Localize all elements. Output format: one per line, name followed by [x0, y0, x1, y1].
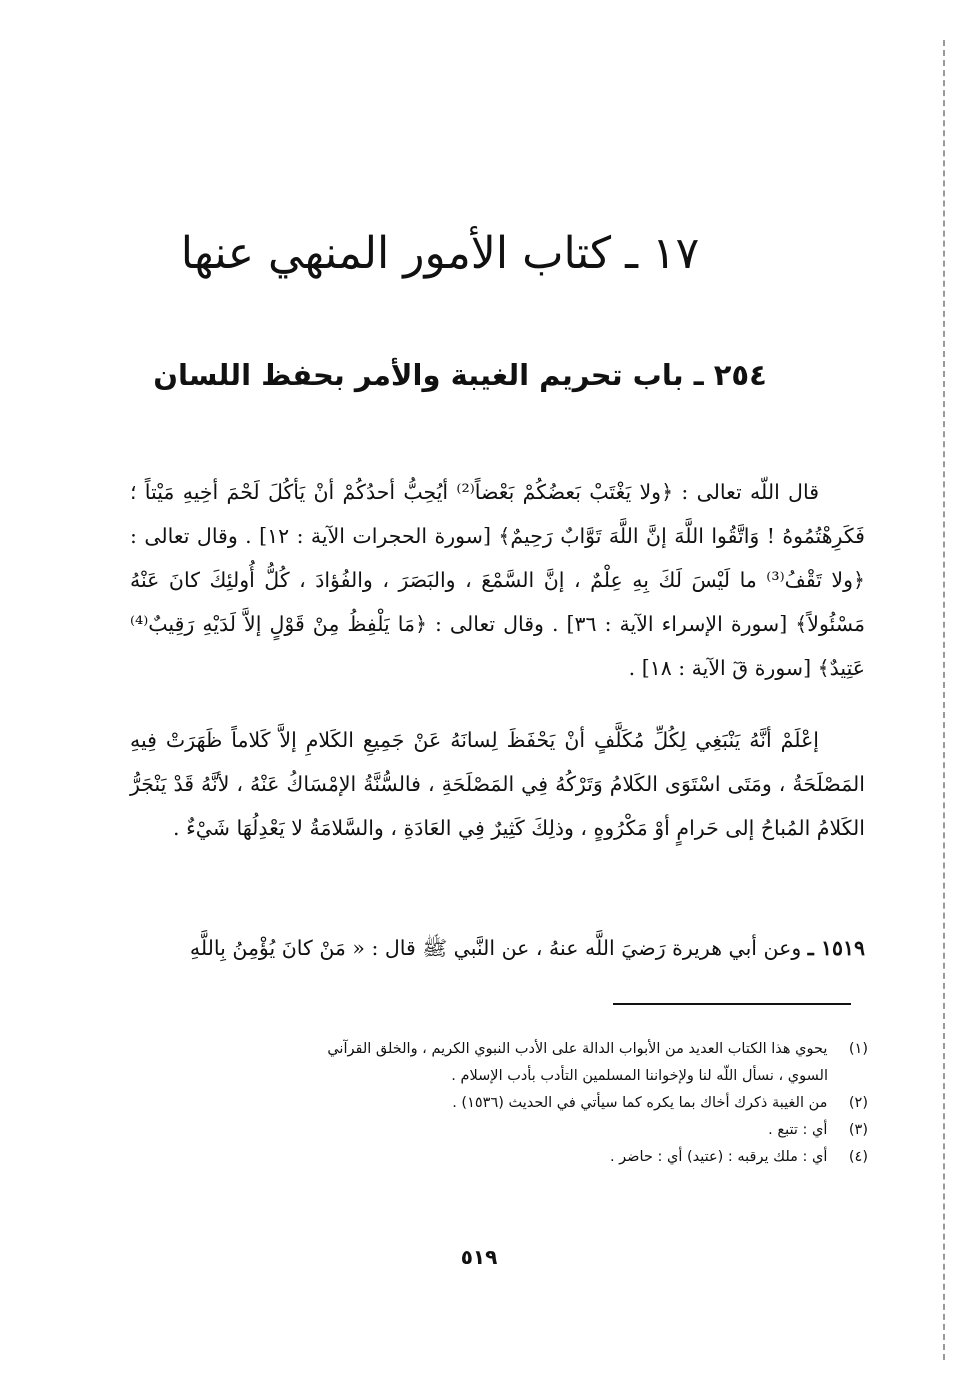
page-number: ٥١٩: [460, 1245, 498, 1269]
book-title: ١٧ ـ كتاب الأمور المنهي عنها: [180, 228, 700, 279]
footnote-1-continuation: السوي ، نسأل اللّه لنا ولإخواننا المسلمين التأدب بأدب الإسلام .: [451, 1068, 828, 1084]
footnote-text: أي : ملك يرقبه : (عتيد) أي : حاضر .: [609, 1149, 828, 1165]
page-edge-dashed-line: [943, 40, 945, 1360]
footnote-text: يحوي هذا الكتاب العديد من الأبواب الدالة على الأدب النبوي الكريم ، والخلق القرآني: [327, 1041, 828, 1057]
chapter-title: ٢٥٤ ـ باب تحريم الغيبة والأمر بحفظ اللسان: [153, 358, 767, 392]
footnote-2: [110, 1090, 868, 1117]
footnotes: [110, 1036, 868, 1171]
footnote-3: [110, 1117, 868, 1144]
footnote-text: من الغيبة ذكرك أخاك بما يكره كما سيأتي في الحديث (١٥٣٦) .: [452, 1095, 828, 1111]
footnote-4: [110, 1144, 868, 1171]
footnote-number: (٤): [848, 1149, 868, 1165]
footnote-text: أي : تتبع .: [768, 1122, 828, 1138]
footnote-separator: [613, 1003, 851, 1005]
footnote-1: [110, 1036, 868, 1063]
hadith-number: ١٥١٩ ـ: [807, 936, 865, 960]
paragraph-quran-verses: قال اللّه تعالى : ﴿ولا يَغْتَبْ بَعضُكُمْ بَعْضاً⁽²⁾ أيُحِبُّ أحدُكُمْ أنْ يَأكُلَ لَحْمَ أخِيهِ مَيْتاً ؛ فَكَرِهْتُمُوهُ ! وَاتَّقُوا اللَّهَ إنَّ اللَّهَ تَوَّابٌ رَحِيمٌ﴾ [سورة الحجرات الآية : ١٢] . وقال تعالى : ﴿ولا تَقْفُ⁽³⁾ ما لَيْسَ لَكَ بِهِ عِلْمٌ ، إنَّ السَّمْعَ ، والبَصَرَ ، والفُؤادَ ، كُلُّ أُولئِكَ كانَ عَنْهُ مَسْئُولاً﴾ [سورة الإسراء الآية : ٣٦] . وقال تعالى : ﴿مَا يَلْفِظُ مِنْ قَوْلٍ إلاَّ لَدَيْهِ رَقِيبٌ⁽⁴⁾ عَتِيدٌ﴾ [سورة قٓ الآية : ١٨] .: [130, 480, 866, 680]
hadith-paragraph: [130, 926, 865, 970]
hadith-text: وعن أبي هريرة رَضيَ اللَّه عنهُ ، عن النَّبي ﷺ قال : « مَنْ كانَ يُؤْمِنُ بِاللَّهِ: [189, 936, 802, 960]
paragraph-commentary: إعْلَمْ أنَّهُ يَنْبَغِي لِكُلِّ مُكَلَّفٍ أنْ يَحْفَظَ لِسانَهُ عَنْ جَمِيعِ الكَلامِ إلاَّ كَلاماً ظَهَرَتْ فِيهِ المَصْلَحَةُ ، ومَتَى اسْتَوَى الكَلامُ وَتَرْكُهُ فِي المَصْلَحَةِ ، فالسُّنَّةُ الإمْسَاكُ عَنْهُ ، لأنَّهُ قَدْ يَنْجَرُّ الكَلامُ المُباحُ إلى حَرامٍ أوْ مَكْرُوهٍ ، وذلِكَ كَثِيرٌ فِي العَادَةِ ، والسَّلامَةُ لا يَعْدِلُهَا شَيْءٌ .: [130, 728, 865, 840]
footnote-number: (٣): [848, 1122, 868, 1138]
footnote-number: (٢): [848, 1095, 868, 1111]
footnote-number: (١): [848, 1041, 868, 1057]
